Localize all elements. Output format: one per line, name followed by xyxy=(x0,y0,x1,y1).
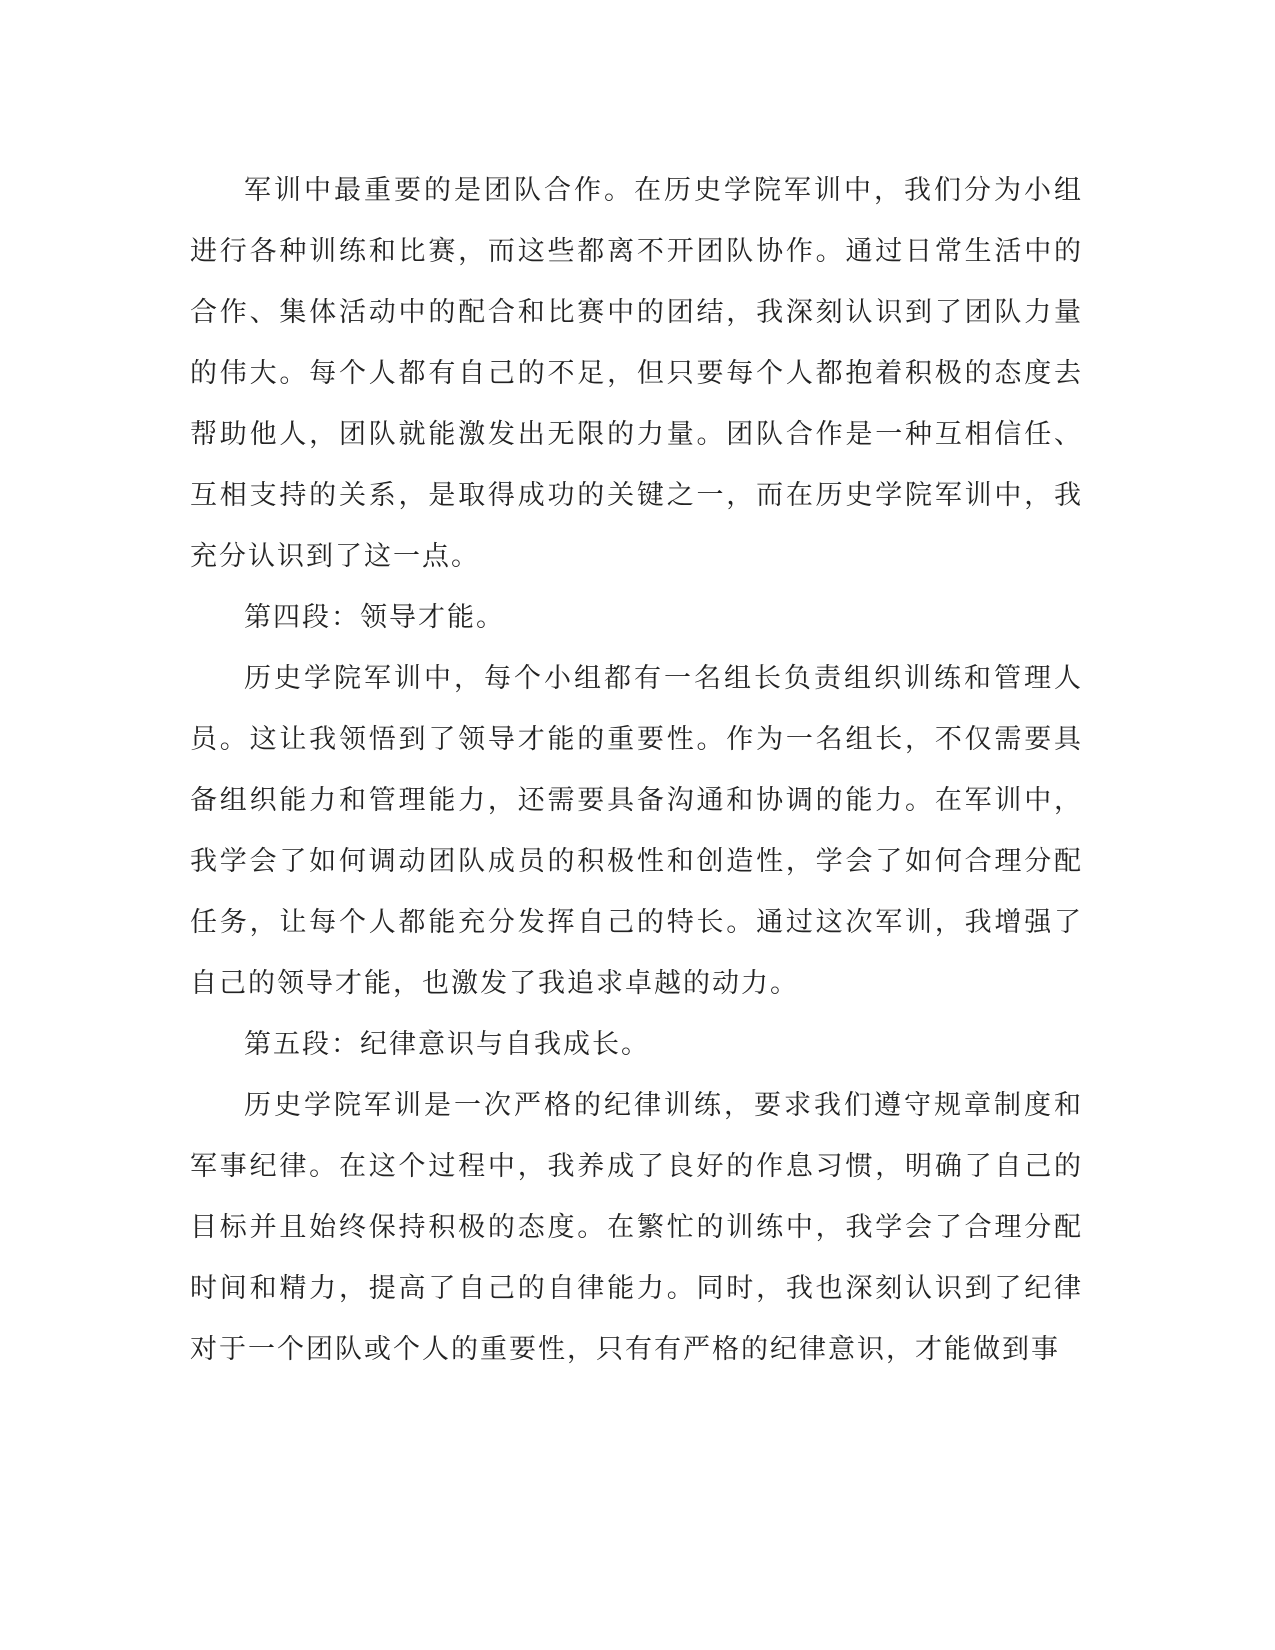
section-heading-leadership: 第四段：领导才能。 xyxy=(244,602,505,633)
paragraph-teamwork: 军训中最重要的是团队合作。在历史学院军训中，我们分为小组进行各种训练和比赛，而这些都离不开团队协作。通过日常生活中的合作、集体活动中的配合和比赛中的团结，我深刻认识到了团队力量的伟大。每个人都有自己的不足，但只要每个人都抱着积极的态度去帮助他人，团队就能激发出无限的力量。团队合作是一种互相信任、互相支持的关系，是取得成功的关键之一，而在历史学院军训中，我充分认识到了这一点。 xyxy=(190,175,1083,572)
section-heading-discipline: 第五段：纪律意识与自我成长。 xyxy=(244,1029,650,1060)
paragraph-leadership: 历史学院军训中，每个小组都有一名组长负责组织训练和管理人员。这让我领悟到了领导才能的重要性。作为一名组长，不仅需要具备组织能力和管理能力，还需要具备沟通和协调的能力。在军训中，我学会了如何调动团队成员的积极性和创造性，学会了如何合理分配任务，让每个人都能充分发挥自己的特长。通过这次军训，我增强了自己的领导才能，也激发了我追求卓越的动力。 xyxy=(190,663,1083,999)
paragraph-discipline: 历史学院军训是一次严格的纪律训练，要求我们遵守规章制度和军事纪律。在这个过程中，我养成了良好的作息习惯，明确了自己的目标并且始终保持积极的态度。在繁忙的训练中，我学会了合理分配时间和精力，提高了自己的自律能力。同时，我也深刻认识到了纪律对于一个团队或个人的重要性，只有有严格的纪律意识，才能做到事 xyxy=(190,1090,1083,1365)
document-body xyxy=(190,160,1083,1380)
